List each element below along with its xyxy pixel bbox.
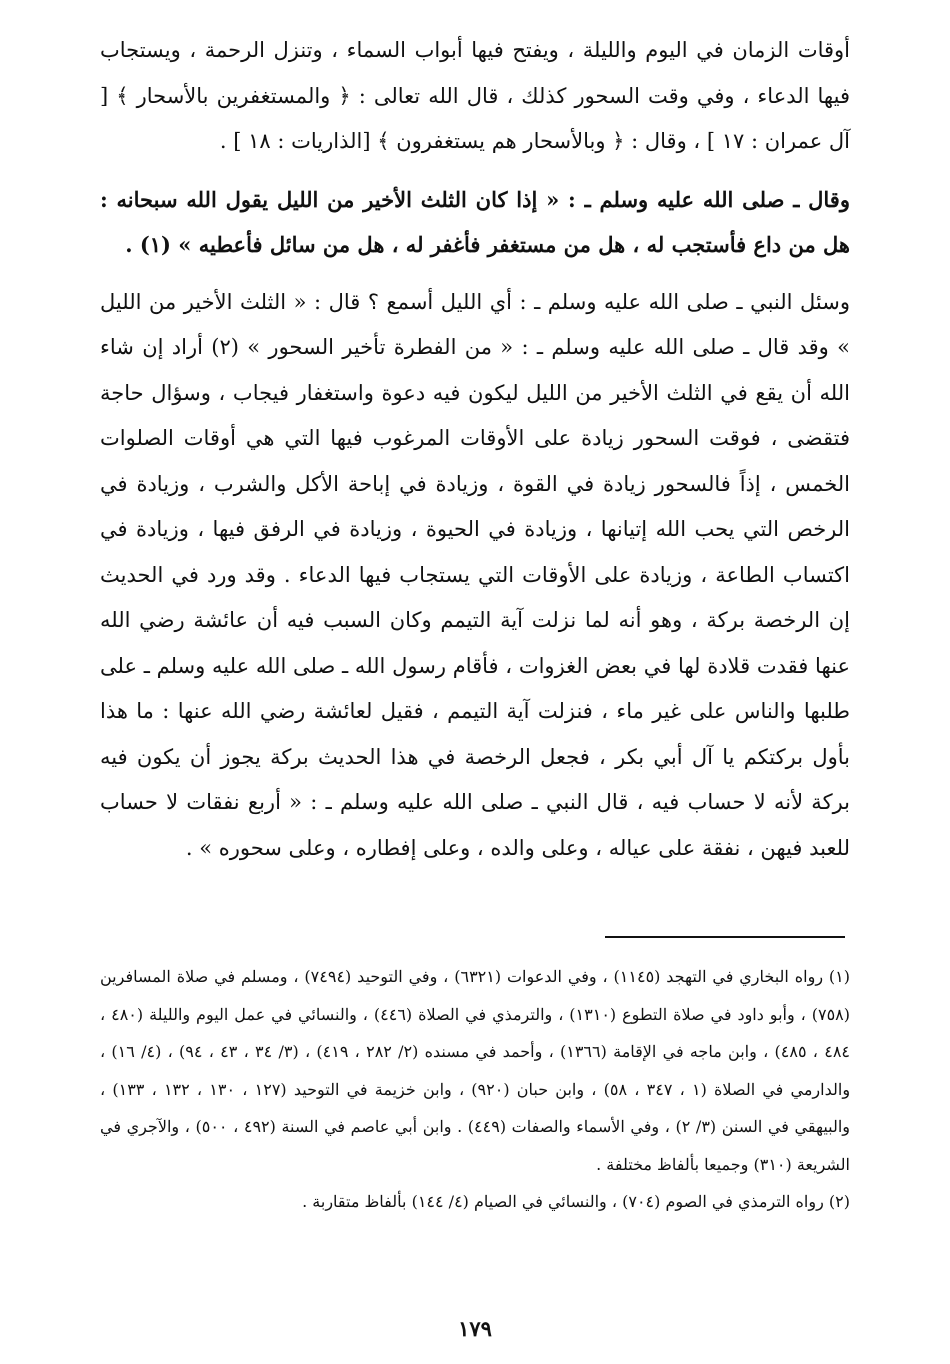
paragraph: وقال ـ صلى الله عليه وسلم ـ : « إذا كان الثلث الأخير من الليل يقول الله سبحانه : هل من داع فأستجب له ، هل من مستغفر فأغفر له ، هل من سائل فأعطيه » (١) . <box>100 186 850 257</box>
paragraph: وسئل النبي ـ صلى الله عليه وسلم ـ : أي الليل أسمع ؟ قال : « الثلث الأخير من الليل » وقد قال ـ صلى الله عليه وسلم ـ : « من الفطرة تأخير السحور » (٢) أراد إن شاء الله أن يقع في الثلث الأخير من الليل ليكون فيه دعوة واستغفار فيجاب ، وسؤال حاجة فتقضى ، فوقت السحور زيادة على الأوقات المرغوب فيها التي هي أوقات الصلوات الخمس ، إذاً فالسحور زيادة في القوة ، وزيادة في إباحة الأكل والشرب ، وزيادة في الرخص التي يحب الله إتيانها ، وزيادة في الحيوة ، وزيادة في الرفق فيها ، وزيادة في اكتساب الطاعة ، وزيادة على الأوقات التي يستجاب فيها الدعاء . وقد ورد في الحديث إن الرخصة بركة ، وهو أنه لما نزلت آية التيمم وكان السبب فيه أن عائشة رضي الله عنها فقدت قلادة لها في بعض الغزوات ، فأقام رسول الله ـ صلى الله عليه وسلم ـ على طلبها والناس على غير ماء ، فنزلت آية التيمم ، فقيل لعائشة رضي الله عنها : ما هذا بأول بركتكم يا آل أبي بكر ، فجعل الرخصة في هذا الحديث بركة يجوز أن يكون فيه بركة لأنه لا حساب فيه ، قال النبي ـ صلى الله عليه وسلم ـ : « أربع نفقات لا حساب للعبد فيهن ، نفقة على عياله ، وعلى والده ، وعلى إفطاره ، وعلى سحوره » . <box>100 289 850 860</box>
footnote-separator <box>605 936 845 938</box>
footnote: (١) رواه البخاري في التهجد (١١٤٥) ، وفي الدعوات (٦٣٢١) ، وفي التوحيد (٧٤٩٤) ، ومسلم في صلاة المسافرين (٧٥٨) ، وأبو داود في صلاة التطوع (١٣١٠) ، والترمذي في الصلاة (٤٤٦) ، والنسائي في عمل اليوم والليلة (٤٨٠ ، ٤٨٤ ، ٤٨٥) ، وابن ماجه في الإقامة (١٣٦٦) ، وأحمد في مسنده (٢/ ٢٨٢ ، ٤١٩) ، (٣/ ٣٤ ، ٤٣ ، ٩٤) ، (٤/ ١٦) ، والدارمي في الصلاة (١ ، ٣٤٧ ، ٥٨) ، وابن حبان (٩٢٠) ، وابن خزيمة في التوحيد (١٢٧ ، ١٣٠ ، ١٣٢ ، ١٣٣) ، والبيهقي في السنن (٣/ ٢) ، وفي الأسماء والصفات (٤٤٩) . وابن أبي عاصم في السنة (٤٩٢ ، ٥٠٠) ، والآجري في الشريعة (٣١٠) وجميعا بألفاظ مختلفة . <box>100 967 851 1174</box>
footnote: (٢) رواه الترمذي في الصوم (٧٠٤) ، والنسائي في الصيام (٤/ ١٤٤) بألفاظ متقاربة . <box>302 1192 850 1211</box>
paragraph: أوقات الزمان في اليوم والليلة ، ويفتح فيها أبواب السماء ، وتنزل الرحمة ، ويستجاب فيها الدعاء ، وفي وقت السحور كذلك ، قال الله تعالى : ﴿ والمستغفرين بالأسحار ﴾ [ آل عمران : ١٧ ] ، وقال : ﴿ وبالأسحار هم يستغفرون ﴾ [الذاريات : ١٨ ] . <box>100 38 850 153</box>
footnotes <box>100 958 850 1221</box>
page-number: ١٧٩ <box>458 1316 492 1341</box>
main-text <box>100 28 850 883</box>
